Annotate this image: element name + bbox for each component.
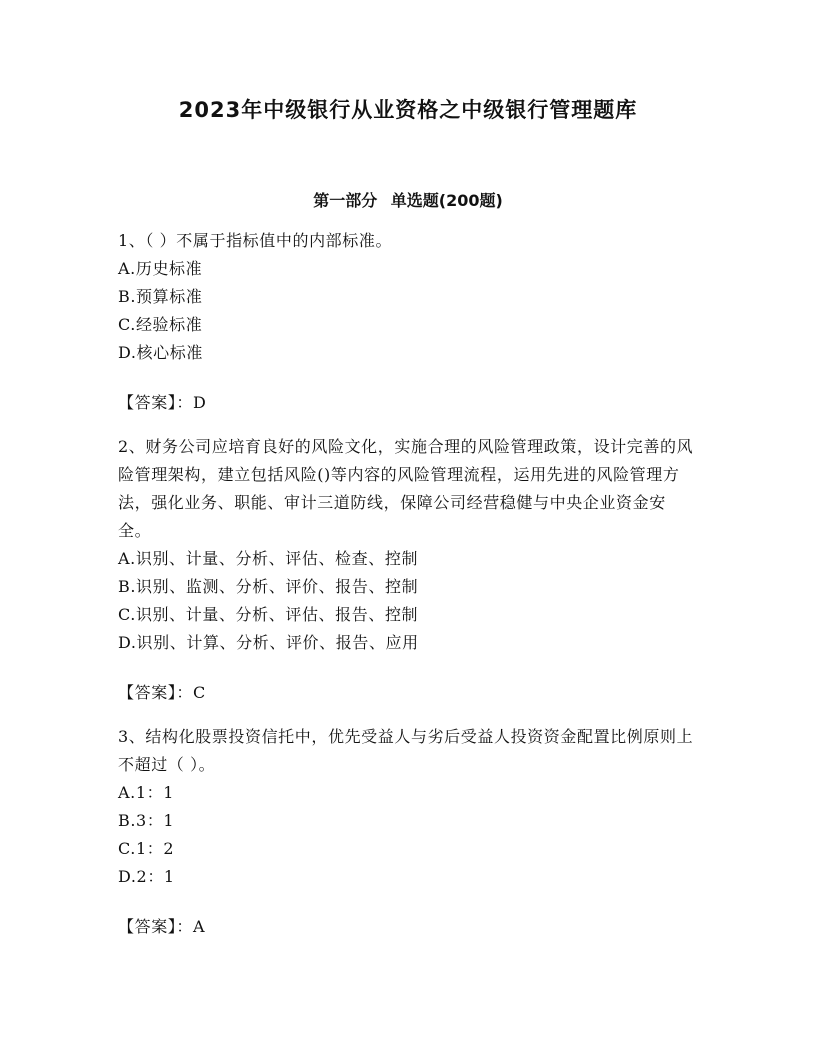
option-a: A.识别、计量、分析、评估、检查、控制 [118, 549, 419, 568]
answer-value: A [193, 917, 206, 936]
answer-label: 【答案】： [118, 393, 194, 412]
answer-label: 【答案】： [118, 917, 194, 936]
option-c: C.1：2 [118, 839, 175, 858]
document-title: 2023年中级银行从业资格之中级银行管理题库 [178, 98, 638, 122]
option-b: B.预算标准 [118, 287, 203, 306]
question-list [118, 227, 694, 957]
option-c: C.经验标准 [118, 315, 203, 334]
answer-line [118, 679, 694, 707]
question-item [118, 433, 694, 707]
question-stem: 1、（ ）不属于指标值中的内部标准。 [118, 231, 393, 250]
option-a: A.1：1 [118, 783, 174, 802]
question-item [118, 723, 694, 941]
option-b: B.3：1 [118, 811, 175, 830]
option-d: D.2：1 [118, 867, 175, 886]
option-d: D.识别、计算、分析、评价、报告、应用 [118, 633, 419, 652]
option-c: C.识别、计量、分析、评估、报告、控制 [118, 605, 419, 624]
section-title: 第一部分 单选题(200题) [313, 191, 503, 210]
answer-value: C [193, 683, 206, 702]
answer-label: 【答案】： [118, 683, 194, 702]
question-stem: 2、财务公司应培育良好的风险文化，实施合理的风险管理政策，设计完善的风险管理架构，建立包括风险()等内容的风险管理流程，运用先进的风险管理方法，强化业务、职能、审计三道防线，保障公司经营稳健与中央企业资金安全。 [118, 437, 694, 540]
option-b: B.识别、监测、分析、评价、报告、控制 [118, 577, 419, 596]
question-stem: 3、结构化股票投资信托中，优先受益人与劣后受益人投资资金配置比例原则上不超过（ ）。 [118, 727, 694, 774]
answer-line [118, 913, 694, 941]
answer-value: D [193, 393, 207, 412]
question-item [118, 227, 694, 417]
answer-line [118, 389, 694, 417]
option-d: D.核心标准 [118, 343, 203, 362]
option-a: A.历史标准 [118, 259, 203, 278]
